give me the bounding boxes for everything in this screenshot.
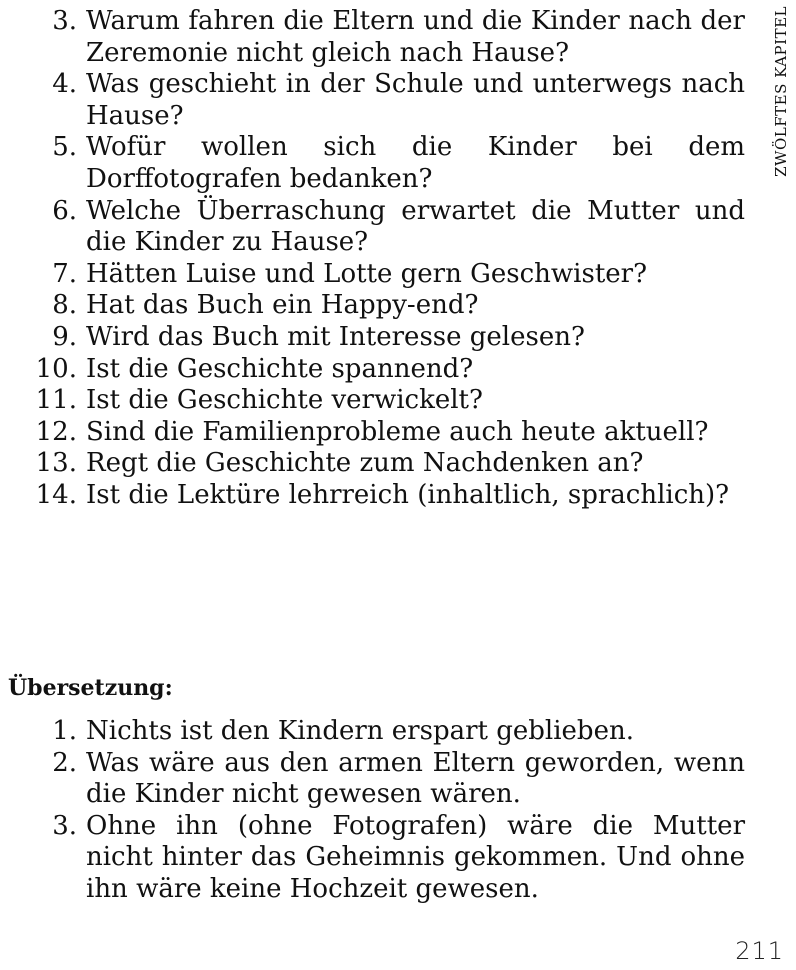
chapter-title: ZWÖLFTES KAPITEL	[772, 6, 790, 177]
list-item	[0, 6, 745, 69]
item-number: 2.	[52, 747, 77, 778]
item-number: 7.	[52, 258, 77, 289]
item-text: Regt die Geschichte zum Nachdenken an?	[86, 448, 644, 479]
list-item	[0, 354, 745, 386]
item-number: 12.	[35, 416, 77, 447]
item-text: Welche Überraschung erwartet die Mutter und die Kinder zu Hause?	[86, 195, 745, 258]
list-item	[0, 480, 745, 512]
list-item	[0, 132, 745, 195]
item-number: 10.	[35, 353, 77, 384]
item-number: 3.	[52, 810, 77, 841]
item-text: Sind die Familienprobleme auch heute aktuell?	[86, 416, 709, 447]
item-text: Hätten Luise und Lotte gern Geschwister?	[86, 258, 648, 289]
item-text: Ist die Geschichte spannend?	[86, 353, 474, 384]
question-list	[0, 6, 745, 512]
item-text: Was geschieht in der Schule und unterwegs nach Hause?	[86, 69, 745, 131]
list-item	[0, 196, 745, 259]
item-number: 4.	[52, 69, 77, 100]
list-item	[0, 748, 745, 811]
list-item	[0, 811, 745, 906]
running-head	[760, 4, 796, 234]
item-number: 8.	[52, 290, 77, 321]
list-item	[0, 69, 745, 132]
translation-heading: Übersetzung:	[8, 675, 173, 701]
list-item	[0, 290, 745, 322]
item-number: 11.	[35, 385, 77, 416]
page-number: 211	[735, 937, 784, 965]
item-number: 14.	[35, 479, 77, 510]
list-item	[0, 448, 745, 480]
item-number: 1.	[52, 716, 77, 746]
item-text: Nichts ist den Kindern erspart geblieben.	[86, 716, 634, 746]
list-item	[0, 259, 745, 291]
item-text: Wird das Buch mit Interesse gelesen?	[86, 321, 585, 352]
item-text: Was wäre aus den armen Eltern geworden, wenn die Kinder nicht gewesen wären.	[86, 747, 745, 810]
translation-list	[0, 716, 745, 906]
item-text: Ist die Geschichte verwickelt?	[86, 385, 483, 416]
item-number: 13.	[35, 448, 77, 479]
item-text: Ist die Lektüre lehrreich (inhaltlich, sprachlich)?	[86, 479, 730, 510]
list-item	[0, 417, 745, 449]
item-number: 3.	[52, 6, 77, 36]
item-number: 9.	[52, 321, 77, 352]
item-number: 6.	[52, 195, 77, 226]
list-item	[0, 385, 745, 417]
item-text: Warum fahren die Eltern und die Kinder nach der Zeremonie nicht gleich nach Hause?	[86, 6, 745, 68]
list-item	[0, 716, 745, 748]
item-number: 5.	[52, 132, 77, 163]
item-text: Wofür wollen sich die Kinder bei dem Dorffotografen bedanken?	[86, 132, 745, 194]
item-text: Hat das Buch ein Happy-end?	[86, 290, 479, 321]
item-text: Ohne ihn (ohne Fotografen) wäre die Mutter nicht hinter das Geheimnis gekommen. Und ohne ihn wäre keine Hochzeit gewesen.	[86, 810, 745, 904]
list-item	[0, 322, 745, 354]
